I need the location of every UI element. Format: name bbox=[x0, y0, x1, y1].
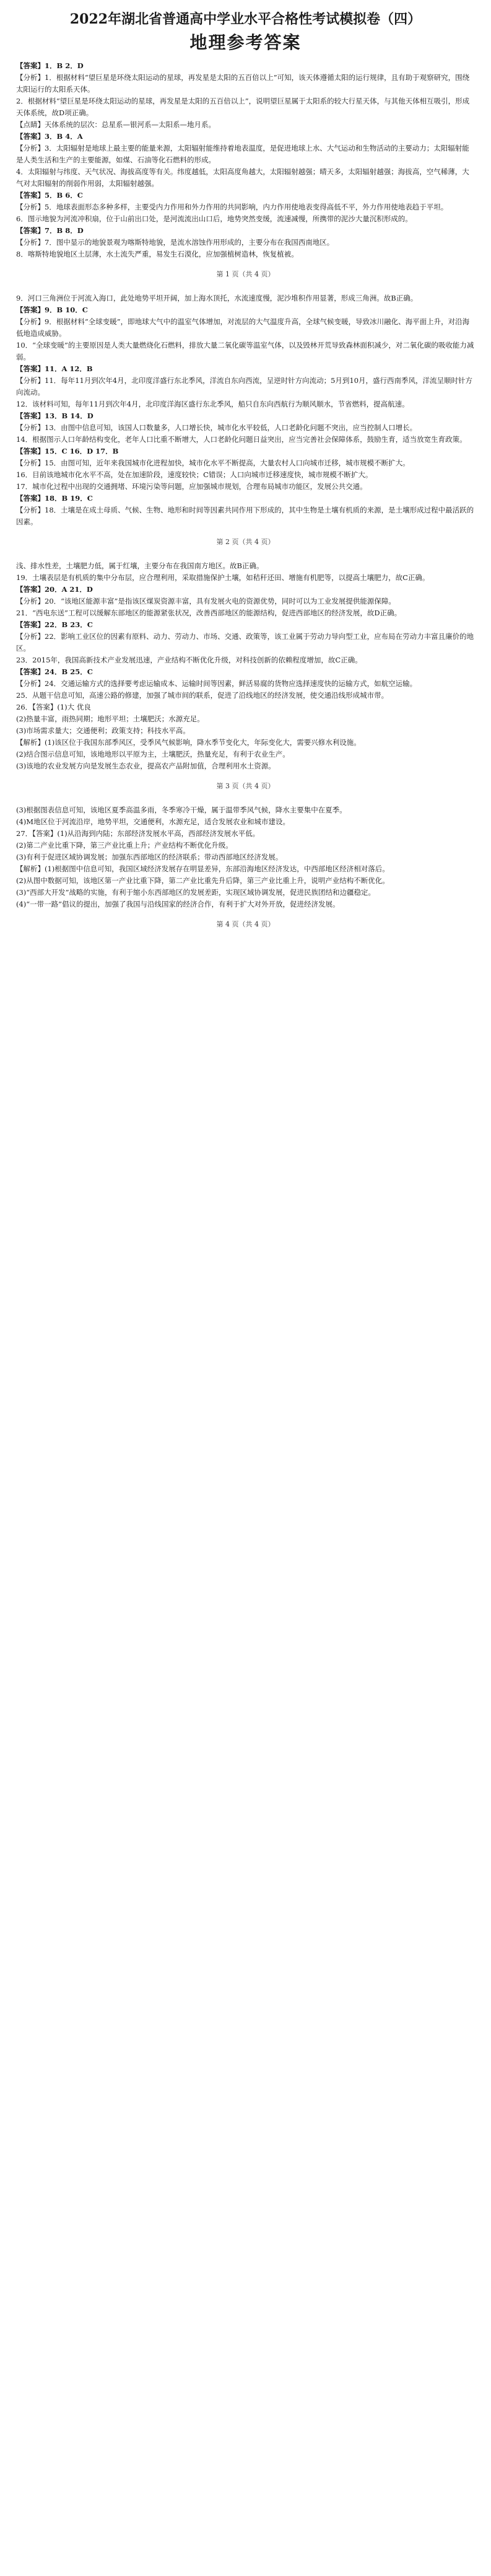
analysis-line: 【分析】18．土壤是在成土母质、气候、生物、地形和时间等因素共同作用下形成的，其中生物是土壤有机质的来源，是土壤形成过程中最活跃的因素。 bbox=[16, 506, 474, 526]
page-section bbox=[0, 560, 491, 772]
answer-line: 【答案】22．B 23．C bbox=[16, 620, 93, 629]
page-number: 第 1 页（共 4 页） bbox=[216, 270, 275, 278]
document-subtitle: 地理参考答案 bbox=[189, 32, 302, 53]
page-section bbox=[0, 60, 491, 260]
analysis-line: 25．从题干信息可知，高速公路的修建，加强了城市间的联系，促进了沿线地区的经济发展，使交通沿线形成城市带。 bbox=[16, 691, 389, 700]
analysis-line: 【分析】20．“该地区能源丰富”是指该区煤炭资源丰富，具有发展火电的资源优势，同时可以为工业发展提供能源保障。 bbox=[16, 597, 396, 605]
page-section bbox=[0, 292, 491, 528]
analysis-line: 【分析】3．太阳辐射是地球上最主要的能量来源，太阳辐射能维持着地表温度，是促进地球上水、大气运动和生物活动的主要动力；太阳辐射能是人类生活和生产的主要能源，如煤、石油等化石燃料的形成。 bbox=[16, 144, 469, 164]
document-title: 2022年湖北省普通高中学业水平合格性考试模拟卷（四） bbox=[69, 11, 422, 27]
analysis-line: 23．2015年，我国高新技术产业发展迅速，产业结构不断优化升级，对科技创新的依赖程度增加，故C正确。 bbox=[16, 656, 362, 664]
analysis-line: 【点睛】天体系统的层次：总星系—银河系—太阳系—地月系。 bbox=[16, 120, 215, 129]
answer-line: 【答案】9．B 10．C bbox=[16, 306, 88, 314]
analysis-line: 10．“全球变暖”的主要原因是人类大量燃烧化石燃料，排放大量二氧化碳等温室气体，以及毁林开荒导致森林面积减少，对二氧化碳的吸收能力减弱。 bbox=[16, 341, 474, 361]
analysis-line: 9．河口三角洲位于河流入海口，此处地势平坦开阔，加上海水顶托，水流速度慢，泥沙堆积作用显著，形成三角洲。故B正确。 bbox=[16, 294, 418, 302]
analysis-line: 【分析】24．交通运输方式的选择要考虑运输成本、运输时间等因素，鲜活易腐的货物应选择速度快的运输方式，如航空运输。 bbox=[16, 679, 417, 688]
page-number: 第 4 页（共 4 页） bbox=[216, 920, 275, 928]
answer-line: 【答案】15．C 16．D 17．B bbox=[16, 447, 119, 455]
analysis-line: (2)热量丰富，雨热同期；地形平坦；土壤肥沃；水源充足。 bbox=[16, 714, 204, 723]
page-section bbox=[0, 804, 491, 910]
analysis-line: 【分析】7．图中显示的地貌景观为喀斯特地貌，是流水溶蚀作用形成的，主要分布在我国西南地区。 bbox=[16, 238, 334, 247]
analysis-line: 4．太阳辐射与纬度、天气状况、海拔高度等有关。纬度越低，太阳高度角越大，太阳辐射越强；晴天多，太阳辐射越强；海拔高，空气稀薄，大气对太阳辐射的削弱作用弱，太阳辐射越强。 bbox=[16, 167, 469, 188]
analysis-line: (3)该地的农业发展方向是发展生态农业，提高农产品附加值，合理利用水土资源。 bbox=[16, 762, 276, 770]
analysis-line: 12．该材料可知，每年11月到次年4月，北印度洋海区盛行东北季风，船只自东向西航行为顺风顺水，节省燃料，提高航速。 bbox=[16, 400, 409, 408]
analysis-line: (3)“西部大开发”战略的实施，有利于缩小东西部地区的发展差距，实现区域协调发展，促进民族团结和边疆稳定。 bbox=[16, 888, 376, 897]
answer-line: 【答案】3．B 4．A bbox=[16, 132, 83, 141]
answer-line: 【答案】13．B 14．D bbox=[16, 411, 93, 420]
answer-line: 【答案】24．B 25．C bbox=[16, 667, 93, 676]
answer-line: 【答案】5．B 6．C bbox=[16, 191, 83, 200]
page-number: 第 2 页（共 4 页） bbox=[216, 538, 275, 546]
answer-line: 【答案】1．B 2．D bbox=[16, 61, 84, 70]
analysis-line: 【分析】22．影响工业区位的因素有原料、动力、劳动力、市场、交通、政策等，该工业属于劳动力导向型工业，应布局在劳动力丰富且廉价的地区。 bbox=[16, 632, 474, 653]
analysis-line: 16．目前该地城市化水平不高，处在加速阶段，速度较快；C错误；人口向城市迁移速度快，城市规模不断扩大。 bbox=[16, 470, 373, 479]
analysis-line: 2．根据材料“望巨星是环绕太阳运动的星球，再发星是太阳的五百倍以上”，说明望巨星属于太阳系的较大行星天体，与其他天体相互吸引，形成天体系统，故D项正确。 bbox=[16, 97, 470, 117]
analysis-line: (3)根据图表信息可知，该地区夏季高温多雨，冬季寒冷干燥，属于温带季风气候，降水主要集中在夏季。 bbox=[16, 806, 347, 814]
answer-line: 【答案】20．A 21．D bbox=[16, 585, 93, 594]
analysis-line: 【分析】9．根据材料“全球变暖”，即地球大气中的温室气体增加，对流层的大气温度升高，全球气候变暖，导致冰川融化、海平面上升，对沿海低地造成威胁。 bbox=[16, 317, 470, 338]
analysis-line: 19．土壤表层是有机质的集中分布层，应合理利用，采取措施保护土壤，如秸秆还田、增施有机肥等，以提高土壤肥力，故C正确。 bbox=[16, 573, 430, 582]
analysis-line: (2)第二产业比重下降，第三产业比重上升；产业结构不断优化升级。 bbox=[16, 841, 233, 850]
analysis-line: 【分析】15．由图可知，近年来我国城市化进程加快，城市化水平不断提高，大量农村人口向城市迁移，城市规模不断扩大。 bbox=[16, 459, 410, 467]
analysis-line: 浅、排水性差，土壤肥力低，属于红壤，主要分布在我国南方地区。故B正确。 bbox=[16, 561, 264, 570]
analysis-line: 21．“西电东送”工程可以缓解东部地区的能源紧张状况，改善西部地区的能源结构，促进西部地区的经济发展，故D正确。 bbox=[16, 609, 402, 617]
analysis-line: 17．城市化过程中出现的交通拥堵、环境污染等问题，应加强城市规划，合理布局城市功能区，发展公共交通。 bbox=[16, 482, 367, 491]
answer-line: 【答案】18．B 19．C bbox=[16, 494, 93, 503]
analysis-line: 【解析】(1)根据图中信息可知，我国区域经济发展存在明显差异，东部沿海地区经济发达，中西部地区经济相对落后。 bbox=[16, 864, 389, 873]
answer-line: 【答案】11．A 12．B bbox=[16, 364, 93, 373]
analysis-line: 【分析】5．地球表面形态多种多样，主要受内力作用和外力作用的共同影响，内力作用使地表变得高低不平，外力作用使地表趋于平坦。 bbox=[16, 203, 448, 211]
answer-line: 【答案】7．B 8．D bbox=[16, 226, 84, 235]
answer-document bbox=[0, 0, 491, 943]
analysis-line: (3)有利于促进区域协调发展；加强东西部地区的经济联系；带动西部地区经济发展。 bbox=[16, 853, 283, 861]
analysis-line: (4)“一带一路”倡议的提出，加强了我国与沿线国家的经济合作，有利于扩大对外开放，促进经济发展。 bbox=[16, 900, 340, 908]
analysis-line: 【分析】1．根据材料“望巨星是环绕太阳运动的星球，再发星是太阳的五百倍以上”可知，该天体遵循太阳的运行规律，且有助于观察研究，围绕太阳运行的太阳系天体。 bbox=[16, 73, 470, 94]
answer-sections bbox=[0, 60, 491, 929]
analysis-line: (4)M地区位于河流沿岸，地势平坦，交通便利，水源充足，适合发展农业和城市建设。 bbox=[16, 817, 290, 826]
analysis-line: 27．【答案】(1)从沿海到内陆；东部经济发展水平高，西部经济发展水平低。 bbox=[16, 829, 260, 838]
analysis-line: (2)结合图示信息可知，该地地形以平原为主，土壤肥沃，热量充足，有利于农业生产。 bbox=[16, 750, 290, 758]
analysis-line: 【解析】(1)该区位于我国东部季风区，受季风气候影响，降水季节变化大，年际变化大，需要兴修水利设施。 bbox=[16, 738, 361, 747]
analysis-line: (2)从图中数据可知，该地区第一产业比重下降，第二产业比重先升后降，第三产业比重上升，说明产业结构不断优化。 bbox=[16, 876, 389, 885]
page-number: 第 3 页（共 4 页） bbox=[216, 782, 275, 790]
analysis-line: 14．根据图示人口年龄结构变化，老年人口比重不断增大，人口老龄化问题日益突出，应当完善社会保障体系，鼓励生育，适当放宽生育政策。 bbox=[16, 435, 467, 444]
analysis-line: 6．图示地貌为河流冲积扇，位于山前出口处，是河流流出山口后，地势突然变缓，流速减慢，所携带的泥沙大量沉积形成的。 bbox=[16, 214, 412, 223]
analysis-line: (3)市场需求量大；交通便利；政策支持；科技水平高。 bbox=[16, 726, 190, 735]
analysis-line: 【分析】13．由图中信息可知，该国人口数量多，人口增长快，城市化水平较低，人口老龄化问题不突出，应当控制人口增长。 bbox=[16, 423, 417, 432]
analysis-line: 【分析】11．每年11月到次年4月，北印度洋盛行东北季风，洋流自东向西流，呈逆时针方向流动；5月到10月，盛行西南季风，洋流呈顺时针方向流动。 bbox=[16, 376, 473, 397]
analysis-line: 26．【答案】(1)大 优良 bbox=[16, 703, 91, 711]
analysis-line: 8．喀斯特地貌地区土层薄，水土流失严重，易发生石漠化，应加强植树造林，恢复植被。 bbox=[16, 250, 298, 258]
